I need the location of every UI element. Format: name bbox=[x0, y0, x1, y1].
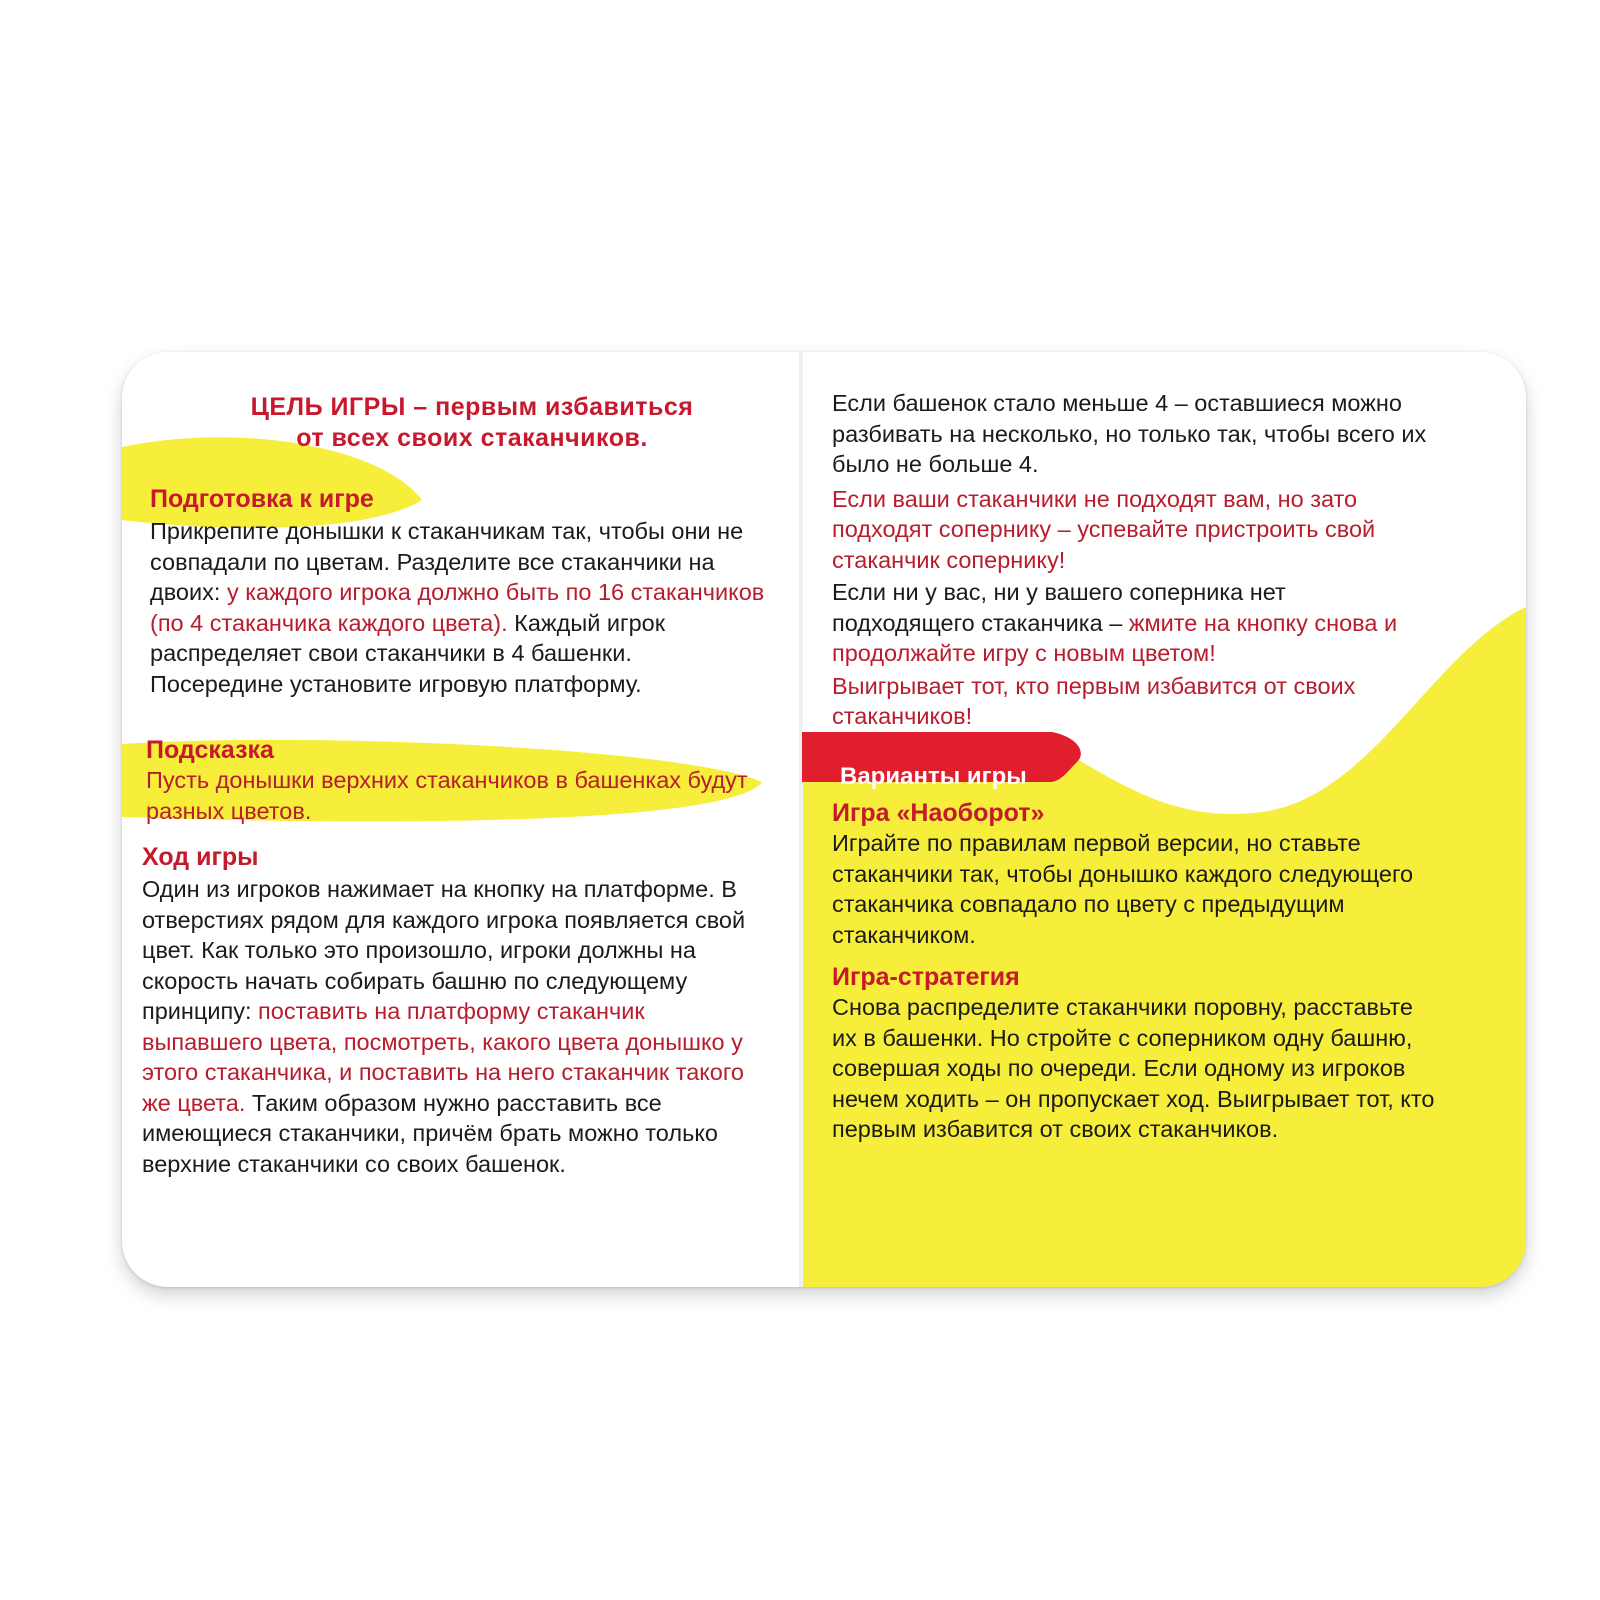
preparation-heading: Подготовка к игре bbox=[150, 485, 374, 513]
hint-section bbox=[146, 735, 766, 826]
hint-text: Пусть донышки верхних стаканчиков в башенках будут разных цветов. bbox=[146, 767, 748, 824]
rule-winner: Выигрывает тот, кто первым избавится от своих стаканчиков! bbox=[832, 672, 1356, 729]
goal-line-2: от всех своих стаканчиков. bbox=[296, 424, 648, 452]
rule-no-cup-b: жмите на кнопку снова и продолжайте игру с новым цветом! bbox=[832, 609, 1398, 666]
gameplay-section bbox=[142, 842, 764, 1179]
reverse-text: Играйте по правилам первой версии, но ставьте стаканчики так, чтобы донышко каждого следующего стаканчика совпадало по цвету с предыдущим стаканчиком. bbox=[832, 830, 1414, 948]
preparation-text bbox=[150, 516, 770, 699]
game-goal bbox=[202, 392, 742, 454]
strategy-heading: Игра-стратегия bbox=[832, 963, 1020, 991]
rule-no-cup-a: Если ни у вас, ни у вашего соперника нет подходящего стаканчика – bbox=[832, 579, 1286, 636]
gameplay-heading: Ход игры bbox=[142, 843, 259, 871]
reverse-heading: Игра «Наоборот» bbox=[832, 799, 1045, 827]
rule-give-opponent: Если ваши стаканчики не подходят вам, но зато подходят сопернику – успевайте пристроить свой стаканчик сопернику! bbox=[832, 485, 1376, 573]
gameplay-text bbox=[142, 874, 764, 1179]
preparation-section bbox=[150, 484, 770, 699]
gameplay-text-a: Один из игроков нажимает на кнопку на платформе. В отверстиях рядом для каждого игрока появляется свой цвет. Как только это произошло, игроки должны на скорость начать собирать башню по следующему принципу: bbox=[142, 876, 746, 1024]
strategy-section bbox=[832, 962, 1442, 1145]
gameplay-text-b: поставить на платформу стаканчик выпавшего цвета, посмотреть, какого цвета донышко у этого стаканчика, и поставить на него стаканчик такого же цвета. bbox=[142, 998, 745, 1116]
hint-heading: Подсказка bbox=[146, 736, 274, 764]
gameplay-text-c: Таким образом нужно расставить все имеющиеся стаканчики, причём брать можно только верхние стаканчики со своих башенок. bbox=[142, 1089, 718, 1177]
preparation-text-b: у каждого игрока должно быть по 16 стаканчиков (по 4 стаканчика каждого цвета). bbox=[150, 579, 765, 636]
right-rules bbox=[832, 388, 1432, 732]
strategy-text: Снова распределите стаканчики поровну, расставьте их в башенки. Но стройте с соперником одну башню, совершая ходы по очереди. Если одному из игроков нечем ходить – он пропускает ход. Выигрывает тот, кто первым избавится от своих стаканчиков. bbox=[832, 994, 1435, 1142]
rule-no-cup bbox=[832, 577, 1432, 669]
preparation-text-a: Прикрепите донышки к стаканчикам так, чтобы они не совпадали по цветам. Разделите все стаканчики на двоих: bbox=[150, 518, 744, 605]
rule-towers: Если башенок стало меньше 4 – оставшиеся можно разбивать на несколько, но только так, чтобы всего их было не больше 4. bbox=[832, 390, 1427, 477]
variants-badge-label: Варианты игры bbox=[840, 763, 1027, 790]
preparation-text-c: Каждый игрок распределяет свои стаканчики в 4 башенки. Посередине установите игровую платформу. bbox=[150, 609, 665, 697]
goal-line-1: ЦЕЛЬ ИГРЫ – первым избавиться bbox=[250, 393, 694, 421]
reverse-section bbox=[832, 798, 1442, 950]
rules-card bbox=[122, 352, 1526, 1287]
page-fold bbox=[799, 352, 803, 1287]
